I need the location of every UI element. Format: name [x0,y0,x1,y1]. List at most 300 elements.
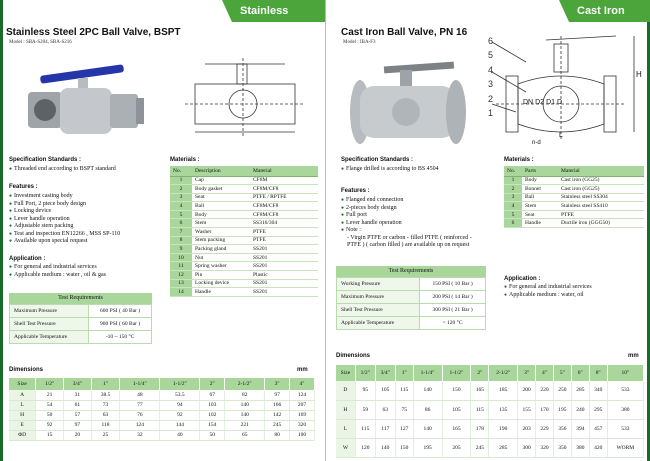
callout: 1 [488,108,494,119]
table-row [336,419,644,438]
note-line: PTFE ) ( carbon filled ) are available up on request [347,242,470,248]
dimension-column-header: 2″ [471,365,489,381]
application-item: ● Applicable medium : water, oil [504,292,592,300]
table-cell: Handle [522,219,558,228]
dimensions-heading: Dimensions [336,353,371,359]
dimension-column-header: 5″ [553,365,571,381]
table-cell: 25 [91,430,120,440]
table-cell: 285 [571,381,589,400]
table-cell: CF8M/CF8 [250,202,318,211]
table-cell: 135 [489,400,518,419]
table-cell: 350 [553,438,571,457]
table-cell: 245 [471,438,489,457]
feature-item: ● 2-pieces body design [341,205,472,213]
callout: 5 [488,50,494,61]
table-cell: 150 PSI ( 10 Bar ) [420,278,486,291]
spec-heading: Specification Standards : [9,157,82,163]
table-cell: 8 [170,236,192,245]
table-cell: 207 [290,400,315,410]
table-cell: SS316/304 [250,219,318,228]
callout: 6 [488,36,494,46]
table-cell: 420 [589,438,607,457]
table-row [504,193,644,202]
table-cell: 115 [395,381,413,400]
test-caption: Test Requirements [336,266,486,277]
table-cell: Seat [522,210,558,219]
table-row [170,262,318,271]
table-cell: 11 [170,262,192,271]
table-row [337,291,486,304]
table-row [170,210,318,219]
table-cell: ΦD [9,430,36,440]
page-edge-bar [0,0,3,461]
table-cell: SS201 [250,245,318,254]
table-cell: 220 [536,381,554,400]
table-cell: 340 [589,381,607,400]
table-cell: 150 [442,381,471,400]
table-cell: CF8M/CF8 [250,210,318,219]
table-cell: 200 PSI ( 14 Bar ) [420,291,486,304]
table-row [170,193,318,202]
table-row [10,318,152,331]
table-cell: Body gasket [192,185,250,194]
table-cell: 75 [395,400,413,419]
dimension-column-header: 1/2″ [36,378,64,390]
table-cell: 92 [36,420,64,430]
table-cell: 7 [170,228,192,237]
dimension-column-header: 10″ [607,365,643,381]
table-cell: 140 [375,438,395,457]
table-row [170,271,318,280]
spec-item: ● Threaded end according to BSPT standard [9,166,116,174]
model-number: Model : IBA-F3 [343,40,376,45]
spec-list [9,166,116,174]
table-cell: 140 [225,400,265,410]
table-cell: PTFE [250,236,318,245]
table-cell: 105 [442,400,471,419]
table-cell: 80 [265,430,290,440]
table-row [504,176,644,185]
table-cell: 140 [413,381,442,400]
dimension-column-header: 2″ [200,378,225,390]
table-cell: 300 [518,438,536,457]
application-item: ● Applicable medium : water , oil & gas [9,272,106,280]
table-cell: 21 [36,390,64,400]
table-row [336,381,644,400]
table-row [10,331,152,344]
table-cell: L [9,400,36,410]
table-cell: 169 [290,410,315,420]
table-cell: 76 [120,410,160,420]
dimension-column-header: 8″ [589,365,607,381]
features-list [9,193,120,246]
table-cell: 900 PSI ( 60 Bar ) [89,318,152,331]
table-row [10,305,152,318]
table-cell: Spring washer [192,262,250,271]
note-line: - Virgin PTFE or carbon - filled PTFE ( reinforced - [347,234,472,241]
table-cell: CF8M/CF8 [250,185,318,194]
table-cell: 97 [64,420,92,430]
dimension-column-header: 1-1/4″ [120,378,160,390]
dimensions-table [336,365,644,458]
dimension-column-header: 3/4″ [64,378,92,390]
table-cell: Plastic [250,271,318,280]
table-cell: 14 [170,288,192,297]
feature-item: ● Note : [341,227,472,235]
table-cell: Packing gland [192,245,250,254]
table-cell: 3 [504,193,522,202]
table-cell: 394 [571,419,589,438]
section-tab-cast-iron: Cast Iron Valve [569,0,650,22]
drawing-label: D2 [535,99,545,106]
table-cell: Applicable Temperature [10,331,89,344]
table-cell: 12 [170,271,192,280]
feature-item: ● Available upon special request [9,238,120,246]
table-cell: 195 [413,438,442,457]
table-cell: SS201 [250,288,318,297]
table-cell: 40 [160,430,200,440]
table-cell: 165 [471,381,489,400]
table-cell: 50 [36,410,64,420]
col-header: No. [170,166,192,176]
application-item: ● For general and industrial services [504,284,592,292]
table-cell: PTFE [558,210,644,219]
table-cell: 124 [290,390,315,400]
table-cell: 380 [607,400,643,419]
table-cell: 195 [553,400,571,419]
table-cell: 2 [504,185,522,194]
table-cell: 54 [36,400,64,410]
table-cell: Ductile iron (GGG50) [558,219,644,228]
application-item: ● For general and industrial services [9,264,106,272]
drawing-label-l: L [559,132,563,139]
table-cell: 82 [225,390,265,400]
dimensions-unit: mm [297,367,308,373]
table-cell: 165 [442,419,471,438]
table-cell: 102 [200,410,225,420]
test-requirements-table [9,293,152,344]
table-cell: 61 [64,400,92,410]
table-cell: 140 [413,419,442,438]
dimensions-heading: Dimensions [9,367,44,373]
product-title: Cast Iron Ball Valve, PN 16 [341,27,468,38]
table-cell: 2 [170,185,192,194]
table-row [9,420,315,430]
model-number: Model : SBA-S204, SBA-S216 [9,40,72,45]
table-row [170,176,318,185]
table-cell: 63 [375,400,395,419]
table-cell: L [336,419,355,438]
table-cell: 320 [290,420,315,430]
table-cell: Ball [192,202,250,211]
table-cell: Cap [192,176,250,185]
table-cell: 50 [200,430,225,440]
table-row [504,219,644,228]
table-cell: 190 [489,419,518,438]
table-cell: 144 [160,420,200,430]
table-cell: 221 [225,420,265,430]
table-cell: 170 [536,400,554,419]
dimension-column-header: 2-1/2″ [489,365,518,381]
col-header: Description [192,166,250,176]
dimension-column-header: 1-1/2″ [160,378,200,390]
table-cell: Handle [192,288,250,297]
drawing-callouts [488,34,493,120]
test-requirements-table [336,266,486,330]
table-cell: SS201 [250,279,318,288]
feature-item: ● Lever handle operation [9,216,120,224]
table-cell: E [9,420,36,430]
table-cell: Stainless steel SS410 [558,202,644,211]
product-title: Stainless Steel 2PC Ball Valve, BSPT [6,27,181,38]
table-cell: < 120 °C [420,317,486,330]
table-cell: 285 [489,438,518,457]
table-row [504,202,644,211]
table-cell: 105 [375,381,395,400]
table-cell: 533 [607,419,643,438]
application-list [9,264,106,279]
table-cell: Applicable Temperature [337,317,420,330]
dimension-column-header: Size [9,378,36,390]
table-cell: 245 [265,420,290,430]
table-cell: 166 [265,400,290,410]
drawing-label: DN [523,99,534,106]
table-cell: 20 [64,430,92,440]
table-cell: 73 [91,400,120,410]
feature-item: ● Adjustable stem packing [9,223,120,231]
table-cell: 31 [64,390,92,400]
table-cell: 9 [170,245,192,254]
table-cell: 6 [504,219,522,228]
callout: 3 [488,79,494,90]
table-cell: PTFE / RPTFE [250,193,318,202]
table-cell: 380 [571,438,589,457]
table-cell: CF8M [250,176,318,185]
table-cell: Bonnet [522,185,558,194]
table-row [9,400,315,410]
spec-heading: Specification Standards : [341,157,414,163]
dimension-column-header: 1″ [395,365,413,381]
drawing-label: D1 [546,99,556,106]
table-cell: 57 [64,410,92,420]
table-row [170,219,318,228]
table-cell: 200 [518,381,536,400]
table-cell: 94 [160,400,200,410]
table-cell: 154 [200,420,225,430]
dimension-column-header: 4″ [290,378,315,390]
table-row [170,185,318,194]
table-cell: 32 [120,430,160,440]
table-cell: 97 [265,390,290,400]
table-cell: 185 [489,381,518,400]
dimension-column-header: 2-1/2″ [225,378,265,390]
section-drawing [486,32,650,144]
table-cell: 155 [518,400,536,419]
table-cell: 77 [120,400,160,410]
table-cell: Maximum Pressure [10,305,89,318]
table-cell: 295 [589,400,607,419]
table-cell: 250 [553,381,571,400]
table-row [337,304,486,317]
feature-item: ● Investment casting body [9,193,120,201]
table-row [170,288,318,297]
table-row [336,438,644,457]
table-row [170,236,318,245]
table-cell: PTFE [250,228,318,237]
table-row [9,410,315,420]
table-cell: 150 [395,438,413,457]
spec-list [341,166,439,174]
col-header: Material [558,166,644,176]
table-cell: 4 [170,202,192,211]
valve-photo [344,50,474,150]
feature-item: ● Lever handle operation [341,220,472,228]
section-tab-stainless: Stainless Steel Valv [232,0,325,22]
table-cell: 65 [225,430,265,440]
table-cell: 118 [91,420,120,430]
table-cell: Seat [192,193,250,202]
table-cell: 95 [355,381,375,400]
dimensions-table [9,378,315,441]
table-cell: Nut [192,253,250,262]
table-cell: 1 [170,176,192,185]
table-row [9,390,315,400]
dimension-column-header: 1-1/4″ [413,365,442,381]
table-cell: 13 [170,279,192,288]
dimension-column-header: Size [336,365,355,381]
table-cell: 140 [225,410,265,420]
section-drawing [185,58,315,138]
table-cell: 457 [589,419,607,438]
table-row [170,253,318,262]
table-cell: Shell Test Pressure [337,304,420,317]
table-cell: 320 [536,438,554,457]
table-cell: 10 [170,253,192,262]
application-heading: Application : [504,276,541,282]
feature-item: ● Test and inspection EN12266 , MSS SP-110 [9,231,120,239]
drawing-label: D [557,99,563,106]
callout: 2 [488,93,494,104]
test-caption: Test Requirements [9,293,152,304]
table-row [170,279,318,288]
table-cell: 15 [36,430,64,440]
dimension-column-header: 4″ [536,365,554,381]
drawing-label-h: H [636,70,642,79]
table-row [170,245,318,254]
dimension-column-header: 1″ [91,378,120,390]
table-cell: 115 [471,400,489,419]
right-page [325,0,650,461]
table-cell: 240 [571,400,589,419]
table-cell: SS201 [250,262,318,271]
features-heading: Features : [9,184,38,190]
table-row [337,278,486,291]
application-list [504,284,592,299]
table-row [170,228,318,237]
table-cell: 142 [265,410,290,420]
table-cell: 63 [91,410,120,420]
table-cell: H [9,410,36,420]
table-cell: Washer [192,228,250,237]
table-cell: Ball [522,193,558,202]
dimension-column-header: 3″ [265,378,290,390]
feature-item: ● Full port [341,212,472,220]
drawing-label-nd: n-d [532,140,541,146]
col-header: Material [250,166,318,176]
table-cell: 127 [395,419,413,438]
table-cell: 4 [504,202,522,211]
table-cell: 67 [200,390,225,400]
table-cell: 103 [200,400,225,410]
table-cell: 100 [290,430,315,440]
table-cell: 59 [355,400,375,419]
table-cell: Cast iron (GG25) [558,176,644,185]
table-row [336,400,644,419]
table-cell: WORM [607,438,643,457]
table-cell: 178 [471,419,489,438]
feature-item: ● Flanged end connection [341,197,472,205]
feature-item: ● Full Port, 2 piece body design [9,201,120,209]
features-list [341,197,472,250]
table-cell: 53.5 [160,390,200,400]
table-cell: 38.5 [91,390,120,400]
table-cell: Stem [522,202,558,211]
application-heading: Application : [9,256,46,262]
table-cell: 1 [504,176,522,185]
table-cell: 5 [504,210,522,219]
table-row [504,185,644,194]
materials-table [504,166,644,228]
table-cell: Pin [192,271,250,280]
table-cell: 115 [355,419,375,438]
feature-item: ● Locking device [9,208,120,216]
table-cell: 203 [518,419,536,438]
table-row [504,210,644,219]
table-cell: 533 [607,381,643,400]
table-cell: Maximum Pressure [337,291,420,304]
table-cell: 117 [375,419,395,438]
table-cell: H [336,400,355,419]
table-cell: 229 [536,419,554,438]
dimensions-unit: mm [628,353,639,359]
dimension-column-header: 6″ [571,365,589,381]
table-cell: W [336,438,355,457]
col-header: No. [504,166,522,176]
valve-photo [18,50,158,150]
table-cell: Stainless steel SS304 [558,193,644,202]
table-row [337,317,486,330]
table-cell: Stem [192,219,250,228]
table-cell: 86 [413,400,442,419]
table-cell: 3 [170,193,192,202]
drawing-diameters [523,99,562,106]
table-cell: 120 [355,438,375,457]
table-cell: A [9,390,36,400]
table-cell: 300 PSI ( 21 Bar ) [420,304,486,317]
table-cell: 48 [120,390,160,400]
table-cell: 356 [553,419,571,438]
materials-table [170,166,318,297]
table-cell: Working Pressure [337,278,420,291]
callout: 4 [488,64,494,75]
table-cell: Shell Test Pressure [10,318,89,331]
table-cell: 124 [120,420,160,430]
col-header: Parts [522,166,558,176]
table-row [170,202,318,211]
table-cell: -10 ~ 150 °C [89,331,152,344]
table-cell: D [336,381,355,400]
table-cell: 6 [170,219,192,228]
